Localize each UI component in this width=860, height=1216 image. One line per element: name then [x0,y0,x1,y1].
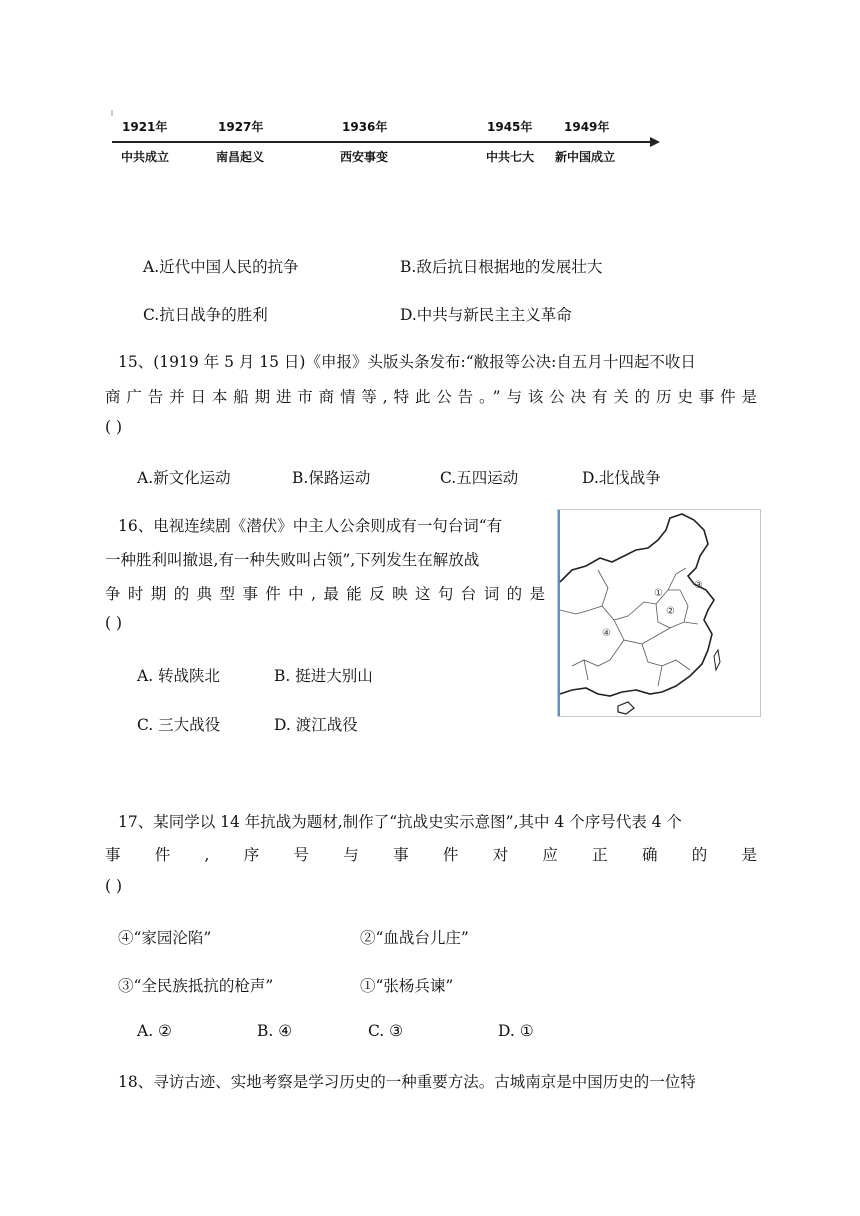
province-borders [560,568,698,686]
q14-option-b[interactable]: B.敌后抗日根据地的发展壮大 [400,258,603,276]
taiwan-island [714,650,720,670]
q15-stem-line-2: 商广告并日本船期进市商情等,特此公告。”与该公决有关的历史事件是 [105,388,757,406]
q16-option-d[interactable]: D. 渡江战役 [274,716,358,734]
q16-stem-line-2: 一种胜利叫撤退,有一种失败叫占领”,下列发生在解放战 [105,551,480,569]
q17-option-b[interactable]: B. ④ [257,1022,293,1040]
q15-option-b[interactable]: B.保路运动 [292,469,371,487]
timeline-year-1921: 1921年 [122,120,168,134]
map-marker-3: ③ [694,580,703,591]
q16-stem-line-1: 16、电视连续剧《潜伏》中主人公余则成有一句台词“有 [118,517,503,535]
q17-pair-2: ②“血战台儿庄” [360,929,469,947]
q16-answer-blank: ( ) [105,614,123,632]
china-outline [560,514,714,696]
q14-option-d[interactable]: D.中共与新民主主义革命 [400,306,572,324]
q17-stem-line-1: 17、某同学以 14 年抗战为题材,制作了“抗战史实示意图”,其中 4 个序号代表 4 个 [118,813,682,831]
timeline-year-1936: 1936年 [342,120,388,134]
q16-option-a[interactable]: A. 转战陕北 [137,667,221,685]
timeline-arrow [650,137,660,147]
timeline-year-1949: 1949年 [564,120,610,134]
timeline-event-1949: 新中国成立 [555,150,616,164]
map-marker-1: ① [654,588,663,599]
q16-option-c[interactable]: C. 三大战役 [137,716,221,734]
q15-answer-blank: ( ) [105,418,123,436]
timeline-event-1936: 西安事变 [340,150,389,164]
q15-stem-line-1: 15、(1919 年 5 月 15 日)《申报》头版头条发布:“敝报等公决:自五月十四起不收日 [118,353,696,371]
q15-option-c[interactable]: C.五四运动 [440,469,519,487]
map-marker-2: ② [666,606,675,617]
timeline [110,100,670,175]
timeline-event-1945: 中共七大 [486,150,535,164]
map-marker-4: ④ [602,628,611,639]
q14-option-c[interactable]: C.抗日战争的胜利 [143,306,268,324]
timeline-year-1945: 1945年 [487,120,533,134]
q16-option-b[interactable]: B. 挺进大别山 [274,667,373,685]
q17-stem-line-2: 事件,序号与事件对应正确的是 [105,846,757,864]
timeline-year-1927: 1927年 [218,120,264,134]
q17-pair-3: ③“全民族抵抗的枪声” [118,977,274,995]
timeline-event-1927: 南昌起义 [216,150,265,164]
q15-option-d[interactable]: D.北伐战争 [582,469,661,487]
china-map [557,509,761,717]
q15-option-a[interactable]: A.新文化运动 [137,469,231,487]
hainan-island [618,702,634,714]
q18-stem-line-1: 18、寻访古迹、实地考察是学习历史的一种重要方法。古城南京是中国历史的一位特 [118,1073,696,1091]
q17-answer-blank: ( ) [105,877,123,895]
q17-pair-4: ④“家园沦陷” [118,929,212,947]
q17-option-a[interactable]: A. ② [137,1022,172,1040]
timeline-event-1921: 中共成立 [121,150,170,164]
q17-pair-1: ①“张杨兵谏” [360,977,454,995]
q17-option-c[interactable]: C. ③ [368,1022,404,1040]
q17-option-d[interactable]: D. ① [498,1022,534,1040]
q16-stem-line-3: 争时期的典型事件中,最能反映这句台词的是 [105,585,545,603]
q14-option-a[interactable]: A.近代中国人民的抗争 [143,258,299,276]
